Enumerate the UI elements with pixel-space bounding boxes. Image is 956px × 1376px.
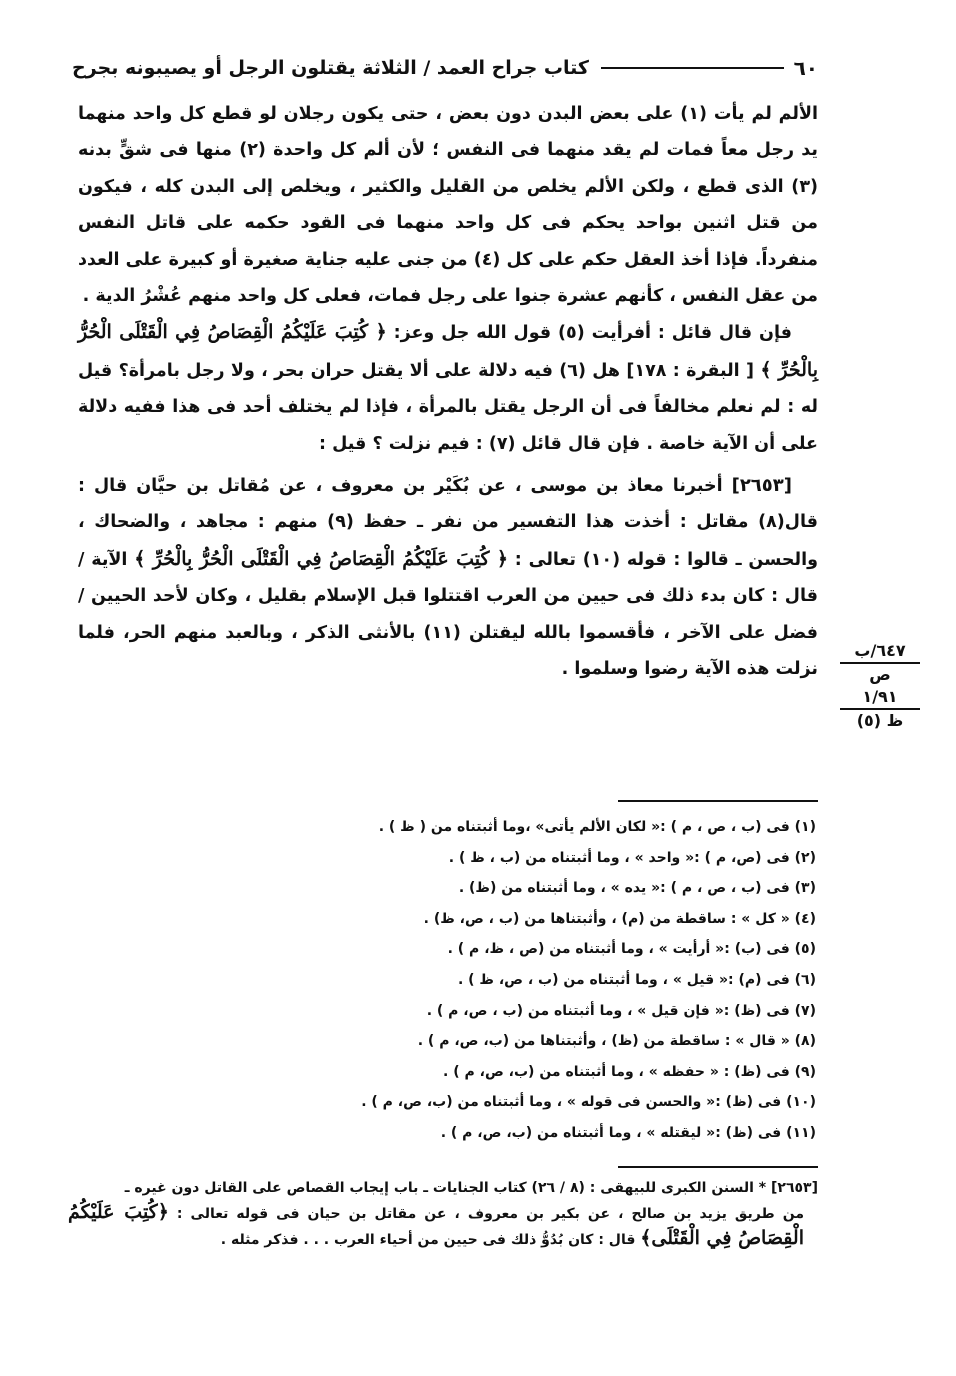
source-line-2 (68, 1200, 818, 1252)
hadith-number: [٢٦٥٣] (731, 475, 792, 497)
hadith-paragraph (78, 468, 818, 687)
footnote: (٣) فى (ب ، ص ، م ) :« يده » ، وما أثبتناه من (ظ) . (458, 880, 816, 897)
source-quran: ﴿كُتِبَ عَلَيْكُمُ الْقِصَاصُ فِي الْقَتْلَى﴾ (68, 1201, 804, 1249)
quran-verse-2: ﴿ كُتِبَ عَلَيْكُمُ الْقِصَاصُ فِي الْقَتْلَى الْحُرُّ بِالْحُرِّ ﴾ (134, 547, 508, 570)
margin-note-3: ١/٩١ (840, 686, 920, 710)
footnote: (٢) فى (ص، م ) :« واحد » ، وما أثبتناه من (ب ، ظ ) . (448, 849, 816, 866)
source-reference (68, 1176, 818, 1252)
paragraph-2-text-a: فإن قال قائل : أفرأيت (٥) قول الله جل وعز: (386, 323, 792, 344)
hadith-text-a: أخبرنا معاذ بن موسى ، عن بُكَيْر بن معروف ، عن مُقاتل بن حيَّان قال : قال(٨) مقاتل : أخذت هذا التفسير من نفر ـ حفظ (٩) منهم : مجاهد ، والضحاك ، والحسن ـ قالوا : قوله (١٠) تعالى : (78, 476, 818, 570)
margin-note-2: ص (869, 665, 891, 684)
source-divider (618, 1166, 818, 1168)
margin-note-1: ٦٤٧/ب (840, 640, 920, 664)
source-line-1: [٢٦٥٣] * السنن الكبرى للبيهقى : (٨ / ٢٦) كتاب الجنايات ـ باب إيجاب القصاص على القاتل دون غيره ـ (124, 1180, 818, 1196)
footnote: (٧) فى (ظ) :« فإن قيل » ، وما أثبتناه من (ب ، ص، م ) . (426, 1002, 816, 1019)
running-title: كتاب جراح العمد / الثلاثة يقتلون الرجل أو يصيبونه بجرح (72, 57, 589, 79)
footnote: (٩) فى (ظ) : « حفظه » ، وما أثبتناه من (ب، ص، م ) . (443, 1063, 816, 1080)
margin-note-4: ظ (٥) (856, 711, 904, 730)
footnote: (١) فى (ب ، ص ، م ) :« لكان الألم يأتى» ،وما أثبتناه من ( ظ ) . (378, 819, 816, 835)
running-header (72, 48, 818, 88)
page-number: ٦٠ (793, 56, 818, 80)
footnote: (٤) « كل » : ساقطة من (م) ، وأثبتناها من (ب ، ص، ظ) . (423, 910, 816, 927)
footnote: (١١) فى (ظ) :« ليقتله » ، وما أثبتناه من (ب، ص، م ) . (440, 1124, 816, 1141)
paragraph-1: الألم لم يأت (١) على بعض البدن دون بعض ، حتى يكون رجلان لو قطع كل واحد منهما يد رجل معاً فمات لم يقد منهما فى النفس ؛ لأن ألم كل واحدة (٢) منها فى شقٍّ بدنه (٣) الذى قطع ، ولكن الألم يخلص من القليل والكثير ، ويخلص إلى البدن كله ، فيكون من قتل اثنين بواحد يحكم فى كل واحد منهما فى القود حكمه على قاتل النفس منفرداً. فإذا أخذ العقل حكم على كل (٤) من جنى عليه جناية صغيرة أو كبيرة على العدد من عقل النفس ، كأنهم عشرة جنوا على رجل فمات، فعلى كل واحد منهم عُشْرُ الدية . (78, 104, 818, 307)
quran-verse: ﴿ كُتِبَ عَلَيْكُمُ الْقِصَاصُ فِي الْقَتْلَى الْحُرُّ بِالْحُرِّ ﴾ (78, 321, 818, 381)
paragraph-2 (78, 314, 818, 462)
footnote: (٦) فى (م) :« قيل » ، وما أثبتناه من (ب ، ص، ظ ) . (457, 971, 816, 988)
footnote: (٥) فى (ب) :« أرأيت » ، وما أثبتناه من (ص ، ظ، م ) . (447, 941, 816, 958)
main-text (78, 96, 818, 688)
source-text-a: من طريق يزيد بن صالح ، عن بكير بن معروف ، عن مقاتل بن حيان فى قوله تعالى : (168, 1206, 804, 1222)
footnote: (٨) « قال » : ساقطة من (ظ) ، وأثبتناها من (ب، ص، م ) . (417, 1033, 816, 1050)
paragraph-2-text-b: [ البقرة : ١٧٨] هل (٦) فيه دلالة على ألا يقتل حران بحر ، ولا رجل بامرأة؟ قيل له : لم نعلم مخالفاً فى أن الرجل يقتل بالمرأة ، فإذا لم يختلف أحد فى هذا ففيه دلالة على أن الآية خاصة . فإن قال قائل (٧) : فيم نزلت ؟ قيل : (78, 360, 818, 454)
footnote-divider (618, 800, 818, 802)
source-text-b: قال : كان بُدُوُّ ذلك فى حيين من أحياء العرب . . . فذكر مثله . (220, 1232, 641, 1248)
header-rule (601, 67, 784, 69)
hadith-text-b: الآية / قال : كان بدء ذلك فى حيين من العرب اقتتلوا قبل الإسلام بقليل ، وكان لأحد الحيين / فضل على الآخر ، فأقسموا بالله ليقتلن (١١) بالأنثى الذكر ، وبالعبد منهم الحر، فلما نزلت هذه الآية رضوا وسلموا . (78, 549, 818, 680)
footnotes (76, 812, 816, 1149)
manuscript-margin-notes (840, 640, 920, 732)
footnote: (١٠) فى (ظ) :« والحسن فى قوله » ، وما أثبتناه من (ب، ص، م ) . (361, 1094, 816, 1111)
